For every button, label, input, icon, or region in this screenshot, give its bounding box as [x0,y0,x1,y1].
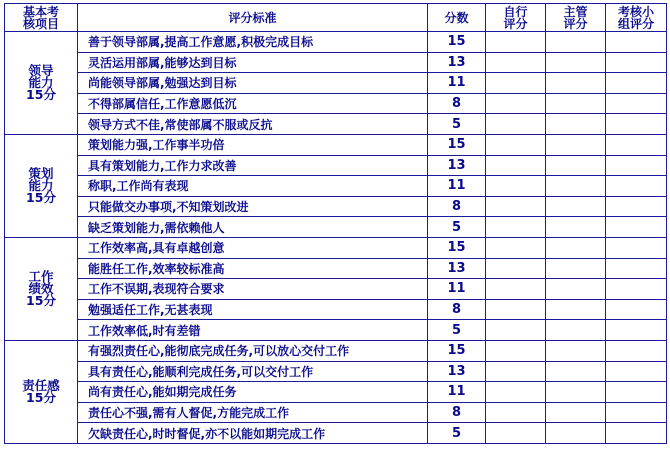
score-cell: 11 [428,382,486,403]
supervisor-score-cell[interactable] [546,361,606,382]
table-row [5,382,667,403]
category-cell: 工作 绩效 15分 [5,237,78,340]
score-cell: 5 [428,320,486,341]
standard-cell: 尚有责任心,能如期完成任务 [78,382,428,403]
panel-score-cell[interactable] [606,52,667,73]
self-score-cell[interactable] [486,155,546,176]
self-score-cell[interactable] [486,237,546,258]
standard-cell: 善于领导部属,提高工作意愿,积极完成目标 [78,32,428,53]
self-score-cell[interactable] [486,340,546,361]
score-cell: 13 [428,155,486,176]
panel-score-cell[interactable] [606,134,667,155]
panel-score-cell[interactable] [606,361,667,382]
supervisor-score-cell[interactable] [546,299,606,320]
self-score-cell[interactable] [486,114,546,135]
header-row [5,4,667,32]
panel-score-cell[interactable] [606,114,667,135]
panel-score-cell[interactable] [606,176,667,197]
score-cell: 5 [428,217,486,238]
table-row [5,279,667,300]
standard-cell: 只能做交办事项,不知策划改进 [78,196,428,217]
score-cell: 11 [428,176,486,197]
supervisor-score-cell[interactable] [546,279,606,300]
supervisor-score-cell[interactable] [546,402,606,423]
score-cell: 5 [428,423,486,444]
self-score-cell[interactable] [486,402,546,423]
standard-cell: 具有责任心,能顺利完成任务,可以交付工作 [78,361,428,382]
self-score-cell[interactable] [486,52,546,73]
panel-score-cell[interactable] [606,320,667,341]
panel-score-cell[interactable] [606,237,667,258]
category-cell: 领导 能力 15分 [5,32,78,135]
table-row [5,299,667,320]
standard-cell: 缺乏策划能力,需依赖他人 [78,217,428,238]
table-row [5,320,667,341]
self-score-cell[interactable] [486,299,546,320]
evaluation-table [4,3,667,444]
table-row [5,361,667,382]
score-cell: 8 [428,299,486,320]
table-row [5,176,667,197]
score-cell: 13 [428,258,486,279]
table-row [5,73,667,94]
supervisor-score-cell[interactable] [546,258,606,279]
score-cell: 11 [428,73,486,94]
standard-cell: 有强烈责任心,能彻底完成任务,可以放心交付工作 [78,340,428,361]
panel-score-cell[interactable] [606,155,667,176]
category-cell: 责任感 15分 [5,340,78,443]
supervisor-score-cell[interactable] [546,52,606,73]
supervisor-score-cell[interactable] [546,93,606,114]
standard-cell: 勉强适任工作,无甚表现 [78,299,428,320]
standard-cell: 策划能力强,工作事半功倍 [78,134,428,155]
table-row [5,196,667,217]
panel-score-cell[interactable] [606,196,667,217]
supervisor-score-cell[interactable] [546,423,606,444]
self-score-cell[interactable] [486,258,546,279]
standard-cell: 欠缺责任心,时时督促,亦不以能如期完成工作 [78,423,428,444]
table-row [5,93,667,114]
panel-score-cell[interactable] [606,279,667,300]
category-cell: 策划 能力 15分 [5,134,78,237]
self-score-cell[interactable] [486,93,546,114]
supervisor-score-cell[interactable] [546,155,606,176]
score-cell: 5 [428,114,486,135]
score-cell: 8 [428,402,486,423]
self-score-cell[interactable] [486,423,546,444]
panel-score-cell[interactable] [606,402,667,423]
self-score-cell[interactable] [486,217,546,238]
standard-cell: 工作效率低,时有差错 [78,320,428,341]
standard-cell: 领导方式不佳,常使部属不服或反抗 [78,114,428,135]
standard-cell: 尚能领导部属,勉强达到目标 [78,73,428,94]
supervisor-score-cell[interactable] [546,32,606,53]
score-cell: 15 [428,134,486,155]
supervisor-score-cell[interactable] [546,382,606,403]
table-row [5,258,667,279]
self-score-cell[interactable] [486,361,546,382]
table-row [5,155,667,176]
self-score-cell[interactable] [486,32,546,53]
score-cell: 8 [428,196,486,217]
supervisor-score-cell[interactable] [546,196,606,217]
score-cell: 15 [428,32,486,53]
self-score-cell[interactable] [486,196,546,217]
standard-cell: 具有策划能力,工作力求改善 [78,155,428,176]
standard-cell: 工作不误期,表现符合要求 [78,279,428,300]
self-score-cell[interactable] [486,73,546,94]
standard-cell: 工作效率高,具有卓越创意 [78,237,428,258]
header-standard: 评分标准 [78,4,428,32]
score-cell: 8 [428,93,486,114]
standard-cell: 责任心不强,需有人督促,方能完成工作 [78,402,428,423]
header-panel-score: 考核小 组评分 [606,4,667,32]
supervisor-score-cell[interactable] [546,340,606,361]
supervisor-score-cell[interactable] [546,217,606,238]
panel-score-cell[interactable] [606,423,667,444]
standard-cell: 不得部属信任,工作意愿低沉 [78,93,428,114]
score-cell: 15 [428,340,486,361]
table-row [5,423,667,444]
header-score: 分数 [428,4,486,32]
self-score-cell[interactable] [486,176,546,197]
panel-score-cell[interactable] [606,340,667,361]
table-row [5,340,667,361]
panel-score-cell[interactable] [606,93,667,114]
table-row [5,237,667,258]
panel-score-cell[interactable] [606,73,667,94]
score-cell: 13 [428,361,486,382]
score-cell: 15 [428,237,486,258]
standard-cell: 称职,工作尚有表现 [78,176,428,197]
table-row [5,52,667,73]
supervisor-score-cell[interactable] [546,134,606,155]
panel-score-cell[interactable] [606,258,667,279]
standard-cell: 灵活运用部属,能够达到目标 [78,52,428,73]
panel-score-cell[interactable] [606,32,667,53]
score-cell: 13 [428,52,486,73]
table-row [5,134,667,155]
score-cell: 11 [428,279,486,300]
self-score-cell[interactable] [486,279,546,300]
self-score-cell[interactable] [486,320,546,341]
supervisor-score-cell[interactable] [546,237,606,258]
table-row [5,114,667,135]
table-row [5,402,667,423]
supervisor-score-cell[interactable] [546,73,606,94]
supervisor-score-cell[interactable] [546,114,606,135]
supervisor-score-cell[interactable] [546,320,606,341]
supervisor-score-cell[interactable] [546,176,606,197]
panel-score-cell[interactable] [606,217,667,238]
table-row [5,32,667,53]
self-score-cell[interactable] [486,134,546,155]
header-self-score: 自行 评分 [486,4,546,32]
header-supervisor-score: 主管 评分 [546,4,606,32]
table-row [5,217,667,238]
header-item: 基本考 核项目 [5,4,78,32]
self-score-cell[interactable] [486,382,546,403]
standard-cell: 能胜任工作,效率较标准高 [78,258,428,279]
panel-score-cell[interactable] [606,382,667,403]
panel-score-cell[interactable] [606,299,667,320]
